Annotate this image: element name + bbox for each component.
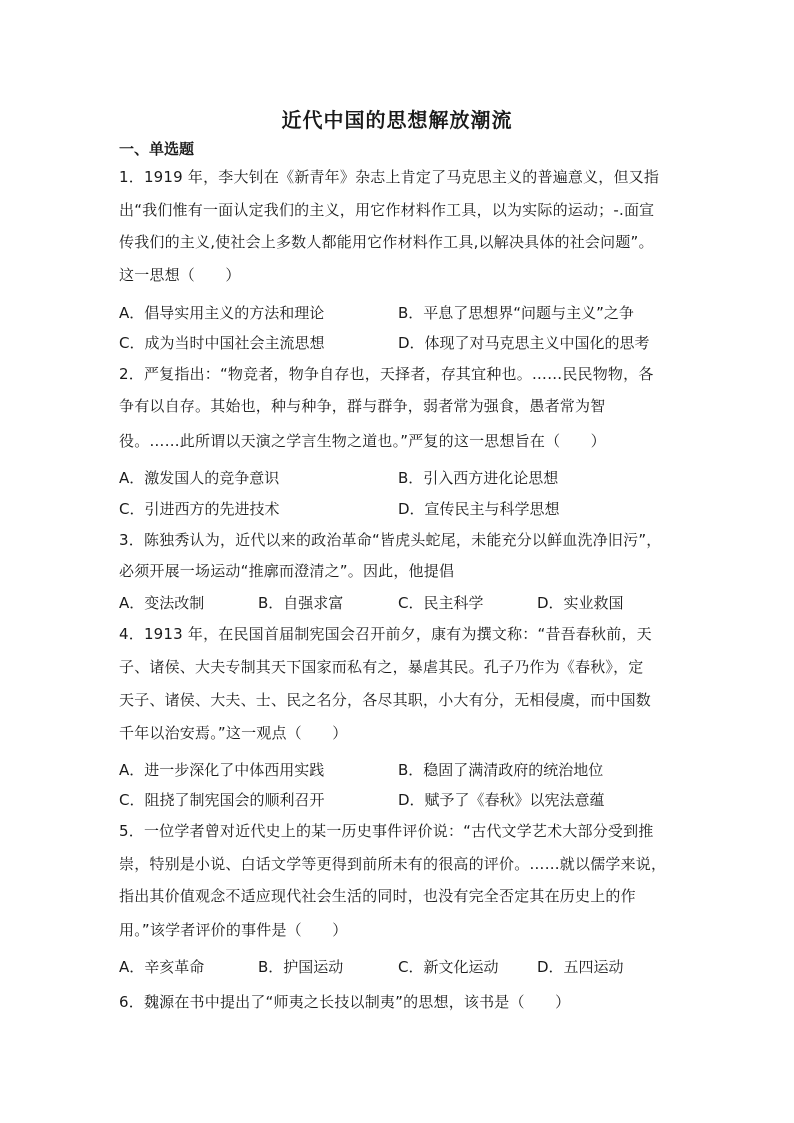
question-4-option-c[interactable]: C．阻挠了制宪国会的顺利召开 <box>119 791 325 809</box>
question-3-option-d[interactable]: D．实业救国 <box>537 594 624 612</box>
page-title: 近代中国的思想解放潮流 <box>281 108 513 132</box>
question-5-line-2: 崇，特别是小说、白话文学等更得到前所未有的很高的评价。……就以儒学来说， <box>119 855 667 873</box>
question-5-line-3: 指出其价值观念不适应现代社会生活的同时，也没有完全否定其在历史上的作 <box>119 887 636 905</box>
question-3-option-a[interactable]: A．变法改制 <box>119 594 205 612</box>
question-3-line-2: 必须开展一场运动“推廓而澄清之”。因此，他提倡 <box>119 562 455 580</box>
question-3-option-c[interactable]: C．民主科学 <box>398 594 484 612</box>
question-2-line-2: 争有以自存。其始也，种与种争，群与群争，弱者常为强食，愚者常为智 <box>119 397 606 415</box>
question-6-line-1: 6．魏源在书中提出了“师夷之长技以制夷”的思想，该书是（ ） <box>119 993 571 1011</box>
question-1-line-3: 传我们的主义,使社会上多数人都能用它作材料作工具,以解决具体的社会问题”。 <box>119 233 654 251</box>
question-4-option-d[interactable]: D．赋予了《春秋》以宪法意蕴 <box>398 791 605 809</box>
question-2-option-d[interactable]: D．宣传民主与科学思想 <box>398 500 560 518</box>
question-1-line-2: 出“我们惟有一面认定我们的主义，用它作材料作工具，以为实际的运动；-.面宣 <box>119 201 655 219</box>
question-2-option-c[interactable]: C．引进西方的先进技术 <box>119 500 280 518</box>
question-4-line-2: 子、诸侯、大夫专制其天下国家而私有之，暴虐其民。孔子乃作为《春秋》，定 <box>119 658 644 676</box>
question-1-line-1: 1．1919 年，李大钊在《新青年》杂志上肯定了马克思主义的普遍意义，但又指 <box>119 168 660 186</box>
question-3-option-b[interactable]: B．自强求富 <box>258 594 344 612</box>
question-5-option-a[interactable]: A．辛亥革命 <box>119 958 205 976</box>
question-4-line-1: 4．1913 年，在民国首届制宪国会召开前夕，康有为撰文称：“昔吾春秋前，天 <box>119 625 652 643</box>
question-2-line-1: 2．严复指出：“物竞者，物争自存也，天择者，存其宜种也。……民民物物，各 <box>119 365 654 383</box>
question-1-option-c[interactable]: C．成为当时中国社会主流思想 <box>119 334 325 352</box>
question-5-line-4: 用。”该学者评价的事件是（ ） <box>119 921 348 939</box>
question-1-line-4: 这一思想（ ） <box>119 266 241 284</box>
question-5-option-d[interactable]: D．五四运动 <box>537 958 624 976</box>
question-4-line-3: 天子、诸侯、大夫、士、民之名分，各尽其职，小大有分，无相侵虞，而中国数 <box>119 691 652 709</box>
question-5-option-c[interactable]: C．新文化运动 <box>398 958 499 976</box>
question-2-line-3: 役。……此所谓以天演之学言生物之道也。”严复的这一思想旨在（ ） <box>119 432 606 450</box>
question-5-option-b[interactable]: B．护国运动 <box>258 958 344 976</box>
question-3-line-1: 3．陈独秀认为，近代以来的政治革命“皆虎头蛇尾，未能充分以鲜血洗净旧污”， <box>119 531 662 549</box>
question-5-line-1: 5．一位学者曾对近代史上的某一历史事件评价说：“古代文学艺术大部分受到推 <box>119 822 654 840</box>
question-4-option-b[interactable]: B．稳固了满清政府的统治地位 <box>398 761 604 779</box>
question-4-option-a[interactable]: A．进一步深化了中体西用实践 <box>119 761 325 779</box>
question-1-option-a[interactable]: A．倡导实用主义的方法和理论 <box>119 304 325 322</box>
question-2-option-a[interactable]: A．激发国人的竞争意识 <box>119 469 280 487</box>
section-heading: 一、单选题 <box>119 140 195 158</box>
question-1-option-d[interactable]: D．体现了对马克思主义中国化的思考 <box>398 334 650 352</box>
question-1-option-b[interactable]: B．平息了思想界“问题与主义”之争 <box>398 304 634 322</box>
question-4-line-4: 千年以治安焉。”这一观点（ ） <box>119 724 348 742</box>
question-2-option-b[interactable]: B．引入西方进化论思想 <box>398 469 559 487</box>
